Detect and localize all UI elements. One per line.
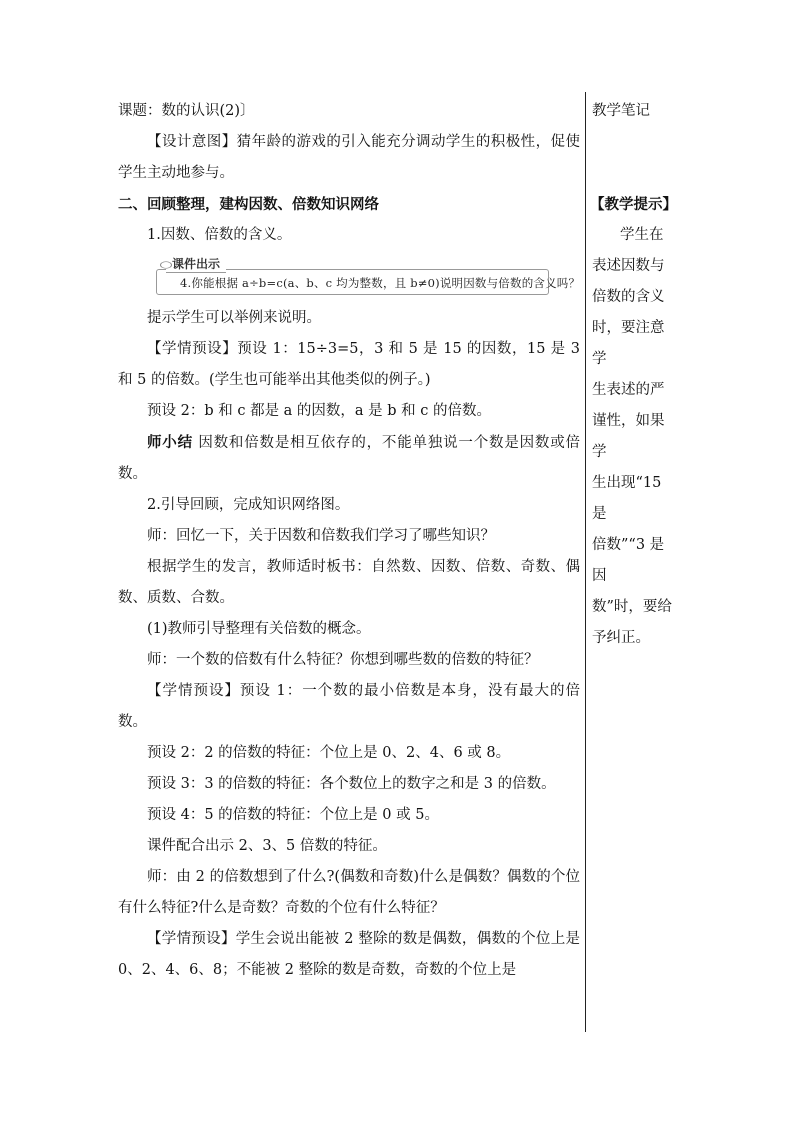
- summary-text: 因数和倍数是相互依存的，不能单独说一个数是因数或倍数。: [118, 435, 581, 482]
- tip-line-10: 予纠正。: [592, 630, 650, 646]
- presuppose-a4: 预设 4：5 的倍数的特征：个位上是 0 或 5。: [147, 807, 439, 823]
- presuppose-a1: 【学情预设】预设 1：一个数的最小倍数是本身，没有最大的倍数。: [118, 683, 580, 730]
- presuppose-2: 预设 2：b 和 c 都是 a 的因数，a 是 b 和 c 的倍数。: [147, 403, 492, 419]
- tip-line-5: 生表述的严: [592, 382, 665, 398]
- teacher-question-3: 师：由 2 的倍数想到了什么?(偶数和奇数)什么是偶数？偶数的个位有什么特征?什么是奇数？奇数的个位有什么特征？: [118, 869, 580, 916]
- board-writing: 根据学生的发言，教师适时板书：自然数、因数、倍数、奇数、偶数、质数、合数。: [118, 559, 580, 606]
- section-heading: 二、回顾整理，建构因数、倍数知识网络: [118, 196, 379, 213]
- item-1: 1.因数、倍数的含义。: [147, 227, 292, 243]
- summary-label: 师小结: [147, 434, 193, 451]
- tip-line-8: 倍数”“3 是因: [592, 537, 665, 584]
- teacher-question-1: 师：回忆一下，关于因数和倍数我们学习了哪些知识？: [147, 528, 495, 544]
- hint: 提示学生可以举例来说明。: [147, 310, 321, 326]
- tip-line-3: 倍数的含义: [592, 289, 665, 305]
- lesson-title-line: 课题：数的认识(2)〕: [118, 103, 255, 119]
- tip-line-1: 学生在: [620, 227, 664, 243]
- tip-line-6: 谨性，如果学: [592, 413, 665, 460]
- teacher-question-2: 师：一个数的倍数有什么特征？你想到哪些数的倍数的特征？: [147, 652, 539, 668]
- tip-line-4: 时，要注意学: [592, 320, 665, 367]
- presuppose-a2: 预设 2：2 的倍数的特征：个位上是 0、2、4、6 或 8。: [147, 745, 511, 761]
- courseware-2: 课件配合出示 2、3、5 倍数的特征。: [147, 838, 387, 854]
- presuppose-1: 【学情预设】预设 1：15÷3=5，3 和 5 是 15 的因数，15 是 3 和 5 的倍数。(学生也可能举出其他类似的例子。): [118, 341, 580, 388]
- presuppose-last: 【学情预设】学生会说出能被 2 整除的数是偶数，偶数的个位上是 0、2、4、6、8；不能被 2 整除的数是奇数，奇数的个位上是: [118, 931, 580, 978]
- notes-title: 教学笔记: [592, 103, 650, 119]
- sub-item-1: (1)教师引导整理有关倍数的概念。: [147, 621, 371, 637]
- column-divider: [585, 92, 586, 1032]
- notes-spacer: [592, 127, 674, 189]
- presuppose-a3: 预设 3：3 的倍数的特征：各个数位上的数字之和是 3 的倍数。: [147, 776, 556, 792]
- teaching-notes-column: [590, 96, 677, 654]
- design-intent: 【设计意图】猜年龄的游戏的引入能充分调动学生的积极性，促使学生主动地参与。: [118, 134, 580, 181]
- tip-line-7: 生出现“15 是: [592, 475, 662, 522]
- courseware-label: 课件出示: [166, 257, 226, 273]
- item-2: 2.引导回顾，完成知识网络图。: [147, 497, 350, 513]
- courseware-box: [156, 257, 581, 297]
- courseware-question: 4.你能根据 a÷b=c(a、b、c 均为整数，且 b≠0)说明因数与倍数的含义吗？: [180, 276, 581, 290]
- tip-line-9: 数”时，要给: [592, 599, 672, 615]
- teacher-summary: [118, 427, 580, 490]
- tip-heading: 【教学提示】: [590, 196, 677, 213]
- lesson-body: [118, 96, 580, 986]
- tip-line-2: 表述因数与: [592, 258, 665, 274]
